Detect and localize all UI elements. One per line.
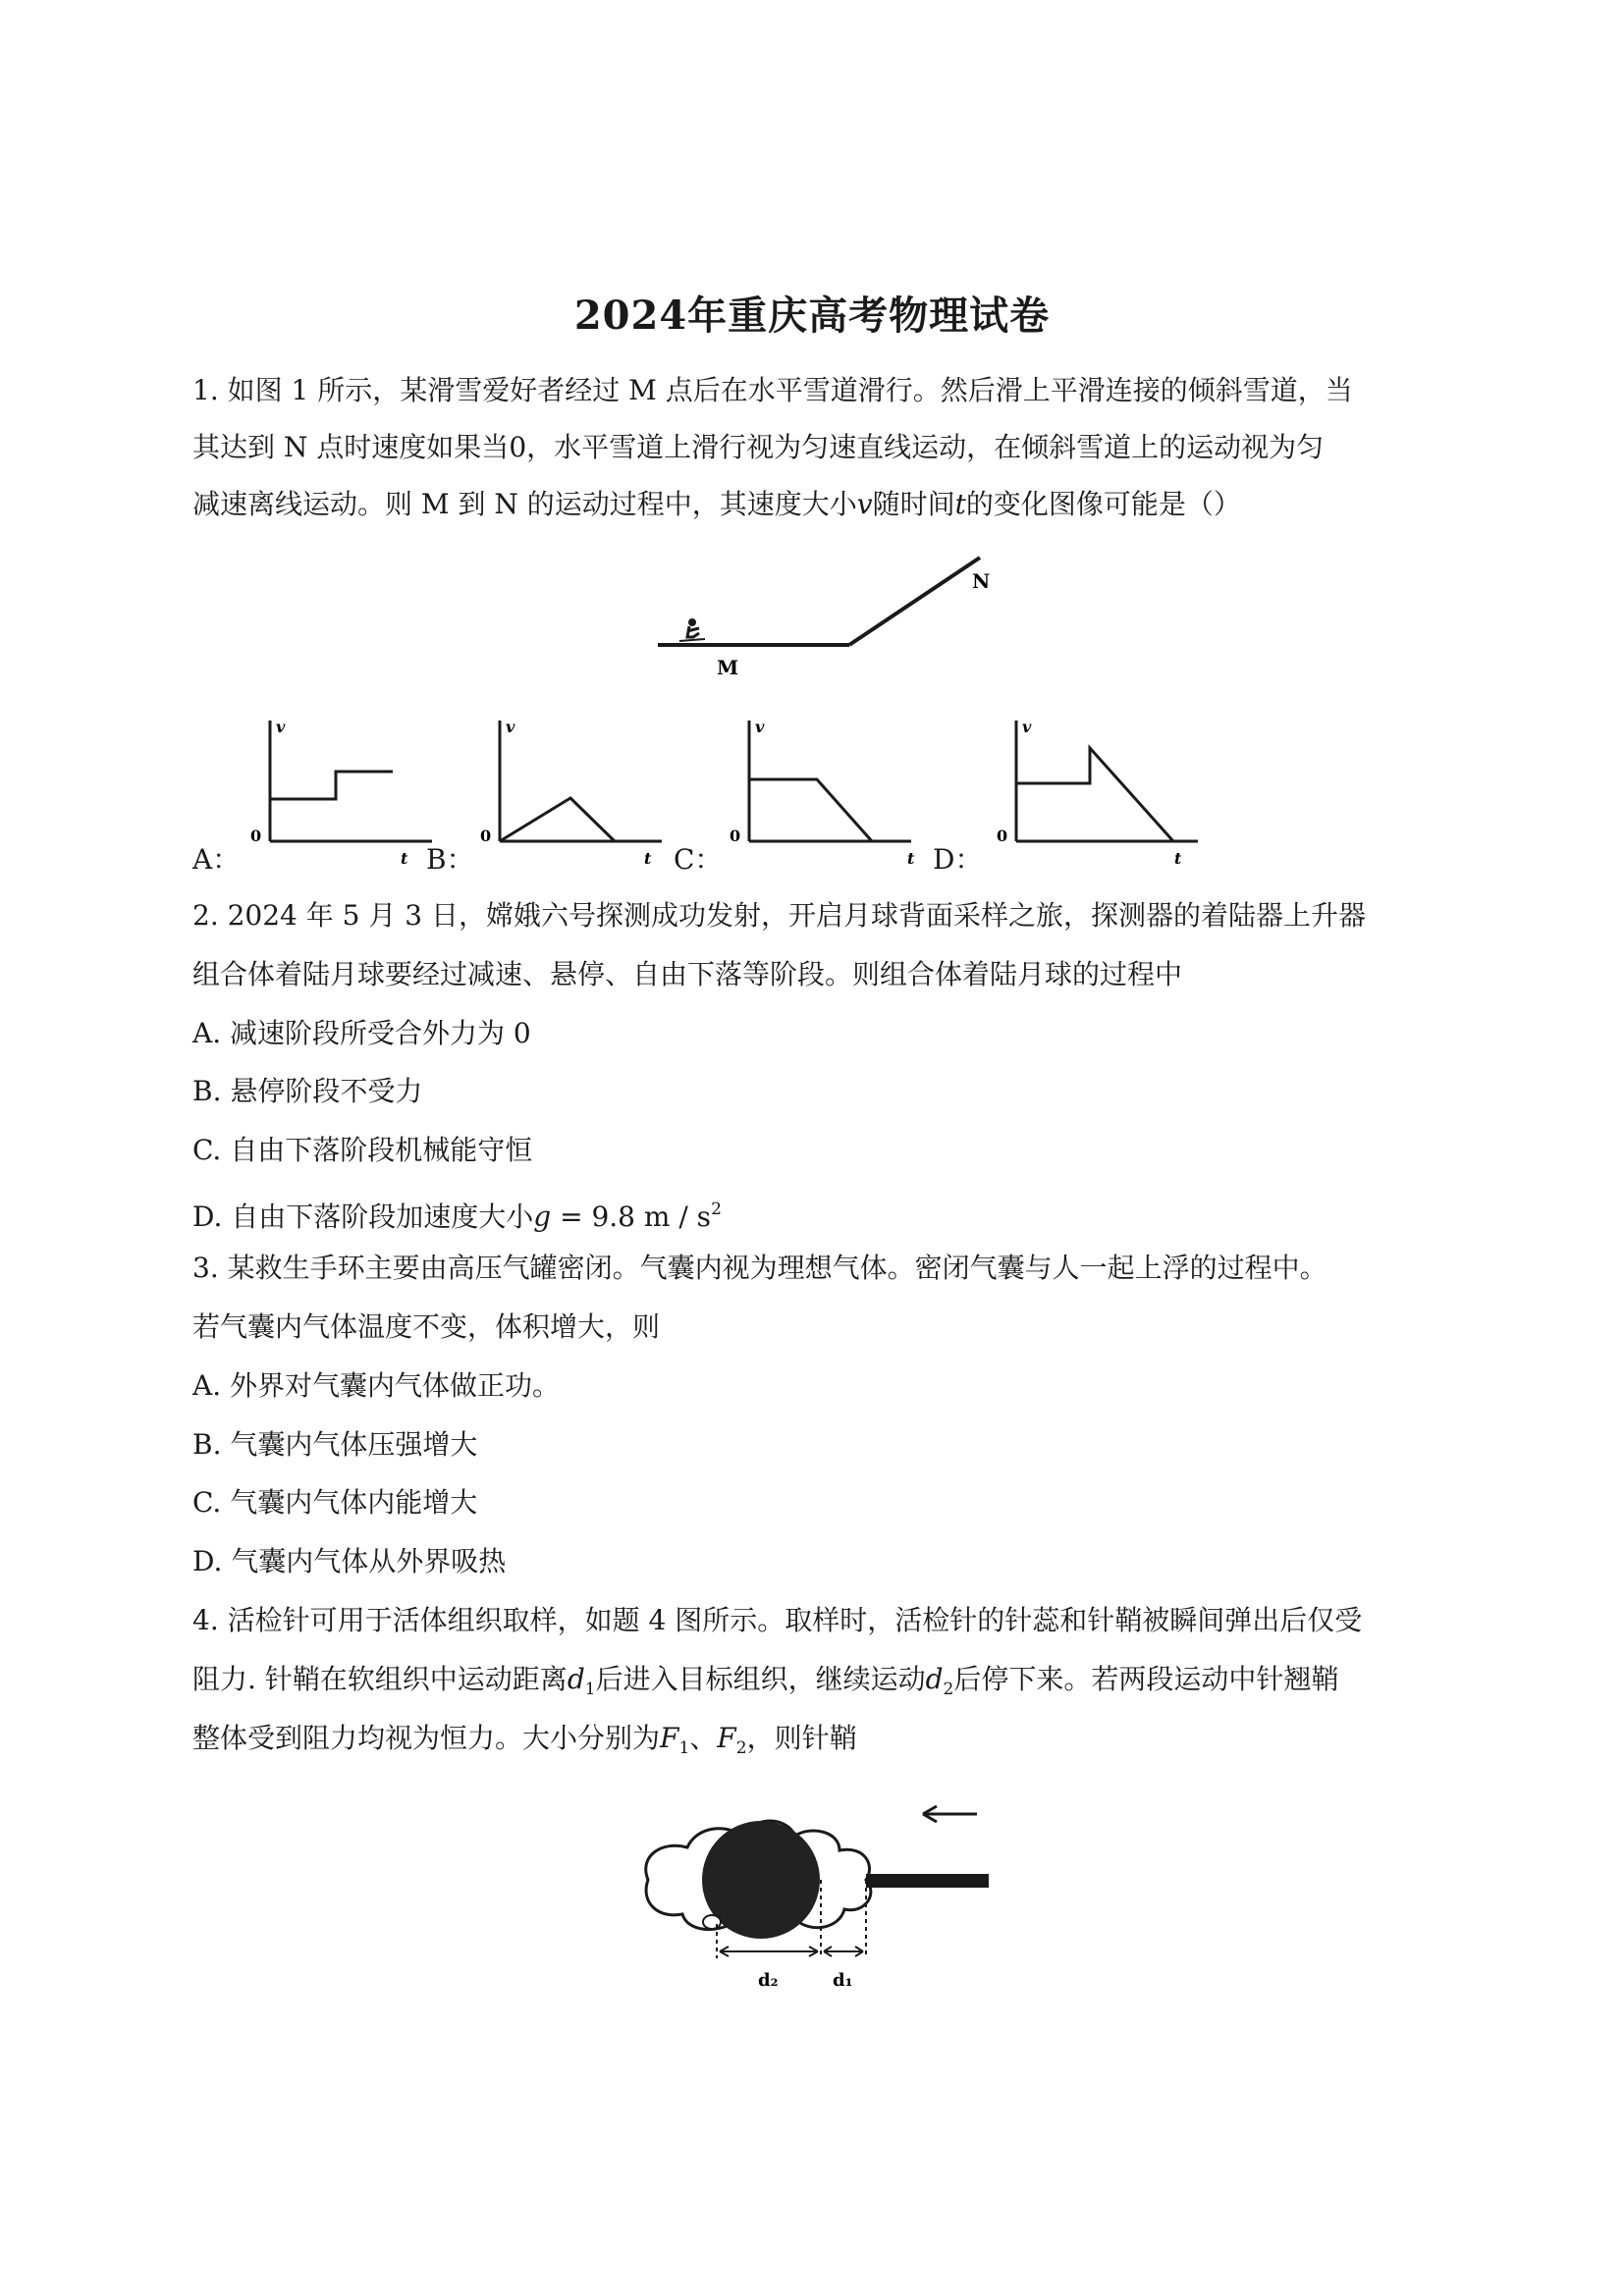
point-n-label: N <box>972 569 991 593</box>
d1-dimension <box>824 1947 863 1956</box>
svg-text:0: 0 <box>250 827 262 845</box>
option-c-graph <box>725 709 921 866</box>
velocity-curve-c <box>749 779 872 841</box>
option-a-label: A： <box>192 843 241 876</box>
velocity-curve-b <box>500 798 615 841</box>
q1-line-3: 减速离线运动。则 M 到 N 的运动过程中，其速度大小v随时间t的变化图像可能是（） <box>192 488 1241 520</box>
page-title: 2024年重庆高考物理试卷 <box>573 293 1051 339</box>
q4-line-1: 4. 活检针可用于活体组织取样，如题 4 图所示。取样时，活检针的针蕊和针鞘被瞬间弹出后仅受 <box>192 1604 1363 1636</box>
q3-option-b: B. 气囊内气体压强增大 <box>192 1428 478 1461</box>
q1-line-2: 其达到 N 点时速度如果当0，水平雪道上滑行视为匀速直线运动，在倾斜雪道上的运动视为匀 <box>192 431 1325 463</box>
incline-track <box>849 558 980 645</box>
q3-line-1: 3. 某救生手环主要由高压气罐密闭。气囊内视为理想气体。密闭气囊与人一起上浮的过程中。 <box>192 1252 1327 1284</box>
svg-text:t: t <box>644 849 652 866</box>
svg-text:t: t <box>401 849 408 866</box>
svg-text:0: 0 <box>730 827 741 845</box>
q2-option-d: D. 自由下落阶段加速度大小g = 9.8 m / $s^2$ <box>192 1200 722 1233</box>
q4-line-3: 整体受到阻力均视为恒力。大小分别为$F_1$、$F_2$，则针鞘 <box>192 1722 857 1758</box>
direction-arrow-icon <box>923 1806 977 1822</box>
svg-text:0: 0 <box>480 827 492 845</box>
point-m-label: M <box>717 656 739 679</box>
option-b-label: B： <box>426 843 474 876</box>
svg-text:t: t <box>907 849 915 866</box>
q3-option-d: D. 气囊内气体从外界吸热 <box>192 1545 507 1577</box>
svg-text:v: v <box>755 718 765 736</box>
option-c-label: C： <box>674 843 723 876</box>
q2-option-a: A. 减速阶段所受合外力为 0 <box>192 1017 531 1049</box>
skier-icon <box>679 618 705 641</box>
q2-line-2: 组合体着陆月球要经过减速、悬停、自由下落等阶段。则组合体着陆月球的过程中 <box>192 958 1183 990</box>
velocity-curve-d <box>1016 748 1173 841</box>
q1-slope-figure <box>648 545 1021 682</box>
option-d-label: D： <box>933 843 983 876</box>
velocity-curve-a <box>270 772 393 799</box>
needle <box>866 1874 989 1888</box>
q2-option-c: C. 自由下落阶段机械能守恒 <box>192 1134 533 1166</box>
q3-option-c: C. 气囊内气体内能增大 <box>192 1486 478 1519</box>
svg-text:v: v <box>276 718 286 736</box>
q4-needle-figure <box>619 1787 1031 2002</box>
q2-option-b: B. 悬停阶段不受力 <box>192 1075 423 1107</box>
svg-text:v: v <box>1022 718 1032 736</box>
q4-line-2: 阻力. 针鞘在软组织中运动距离$d_1$后进入目标组织，继续运动$d_2$后停下来。若两段运动中针翘鞘 <box>192 1663 1339 1699</box>
q3-option-a: A. 外界对气囊内气体做正功。 <box>192 1369 561 1402</box>
q2-line-1: 2. 2024 年 5 月 3 日，嫦娥六号探测成功发射，开启月球背面采样之旅，探测器的着陆器上升器 <box>192 899 1367 932</box>
svg-text:t: t <box>1174 849 1182 866</box>
needle-tip-icon <box>703 1915 721 1929</box>
option-b-graph <box>475 709 672 866</box>
option-d-graph <box>992 709 1208 866</box>
svg-text:v: v <box>506 718 515 736</box>
option-a-graph <box>245 709 442 866</box>
q1-line-1: 1. 如图 1 所示，某滑雪爱好者经过 M 点后在水平雪道滑行。然后滑上平滑连接的倾斜雪道，当 <box>192 374 1353 406</box>
d1-label: d₁ <box>833 1970 853 1991</box>
d2-label: d₂ <box>758 1970 779 1991</box>
d2-dimension <box>720 1947 818 1956</box>
svg-text:0: 0 <box>997 827 1008 845</box>
q3-line-2: 若气囊内气体温度不变，体积增大，则 <box>192 1310 661 1343</box>
